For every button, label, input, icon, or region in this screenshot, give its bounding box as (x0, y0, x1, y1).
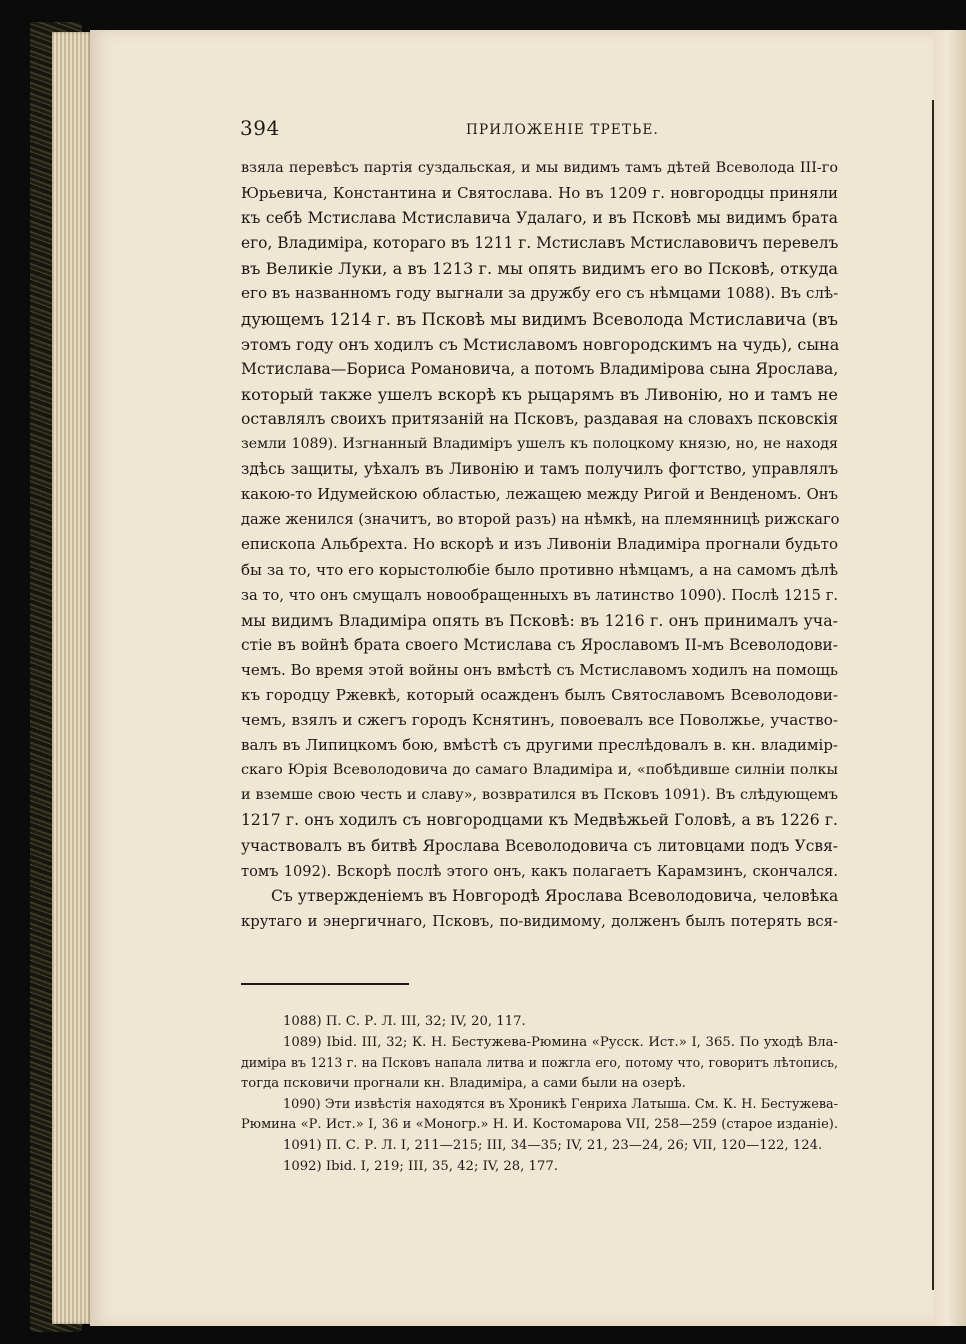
text-line: Юрьевича, Константина и Святослава. Но въ 1209 г. новгородцы приняли (241, 184, 838, 203)
text-line: бы за то, что его корыстолюбіе было противно нѣмцамъ, а на самомъ дѣлѣ (241, 560, 838, 579)
page-stack-edges (52, 32, 92, 1324)
text-line: крутаго и энергичнаго, Псковъ, по-видимому, долженъ былъ потерять вся- (241, 912, 838, 930)
text-line: 1217 г. онъ ходилъ съ новгородцами къ Медвѣжьей Головѣ, а въ 1226 г. (241, 811, 838, 830)
text-line: мы видимъ Владиміра опять въ Псковѣ: въ 1216 г. онъ принималъ уча- (241, 610, 838, 630)
text-line: епископа Альбрехта. Но вскорѣ и изъ Ливоніи Владиміра прогнали будьто (241, 535, 838, 554)
footnote-line: 1091) П. С. Р. Л. I, 211—215; III, 34—35; IV, 21, 23—24, 26; VII, 120—122, 124. (283, 1138, 823, 1154)
text-line: взяла перевѣсъ партія суздальская, и мы видимъ тамъ дѣтей Всеволода III-го (241, 160, 838, 176)
text-line: къ городцу Ржевкѣ, который осажденъ былъ Святославомъ Всеволодови- (241, 685, 838, 704)
text-line: стіе въ войнѣ брата своего Мстислава съ Ярославомъ II-мъ Всеволодови- (241, 635, 838, 654)
text-line: дующемъ 1214 г. въ Псковѣ мы видимъ Всеволода Мстиславича (въ (241, 309, 838, 329)
facing-page-edge (934, 30, 966, 1326)
text-line: валъ въ Липицкомъ бою, вмѣстѣ съ другими преслѣдовалъ в. кн. владимір- (241, 736, 838, 755)
footnote-line: Рюмина «Р. Ист.» I, 36 и «Моногр.» Н. И. Костомарова VII, 258—259 (старое изданіе). (241, 1117, 838, 1133)
text-line: чемъ, взялъ и сжегъ городъ Кснятинъ, повоевалъ все Поволжье, участво- (241, 711, 838, 730)
text-line: участвовалъ въ битвѣ Ярослава Всеволодовича съ литовцами подъ Усвя- (241, 836, 838, 855)
footnote-line: 1092) Ibid. I, 219; III, 35, 42; IV, 28, 177. (283, 1158, 558, 1174)
text-line: его въ названномъ году выгнали за дружбу его съ нѣмцами 1088). Въ слѣ- (241, 284, 839, 303)
text-line: Мстислава—Бориса Романовича, а потомъ Владимірова сына Ярослава, (241, 359, 839, 378)
text-line: къ себѣ Мстислава Мстиславича Удалаго, и въ Псковѣ мы видимъ брата (241, 209, 838, 228)
running-head (240, 116, 840, 144)
page-number: 394 (240, 116, 280, 140)
text-line: чемъ. Во время этой войны онъ вмѣстѣ съ Мстиславомъ ходилъ на помощь (241, 660, 838, 679)
text-line: даже женился (значитъ, во второй разъ) на нѣмкѣ, на племянницѣ рижскаго (241, 511, 840, 529)
text-line: этомъ году онъ ходилъ съ Мстиславомъ новгородскимъ на чудь), сына (241, 334, 840, 354)
footnote-line: 1088) П. С. Р. Л. III, 32; IV, 20, 117. (283, 1014, 526, 1029)
footnote-line: 1089) Ibid. III, 32; К. Н. Бестужева-Рюмина «Русск. Ист.» I, 365. По уходѣ Вла- (283, 1034, 838, 1050)
text-line: какою-то Идумейскою областью, лежащею между Ригой и Венденомъ. Онъ (241, 486, 838, 504)
footnote-rule (241, 983, 409, 985)
body-text (241, 156, 838, 934)
footnote-line: диміра въ 1213 г. на Псковъ напала литва и пожгла его, потому что, говоритъ лѣтопись, (241, 1055, 838, 1071)
text-line: оставлялъ своихъ притязаній на Псковъ, раздавая на словахъ псковскія (241, 409, 839, 428)
running-title: ПРИЛОЖЕНІЕ ТРЕТЬЕ. (466, 122, 660, 138)
text-line: за то, что онъ смущалъ новообращенныхъ въ латинство 1090). Послѣ 1215 г. (241, 586, 838, 604)
text-line: въ Великіе Луки, а въ 1213 г. мы опять видимъ его во Псковѣ, откуда (241, 259, 838, 279)
footnotes (241, 1012, 838, 1178)
gutter-line (932, 100, 934, 1290)
text-line: и вземше свою честь и славу», возвратился въ Псковъ 1091). Въ слѣдующемъ (241, 787, 838, 804)
text-line: его, Владиміра, котораго въ 1211 г. Мстиславъ Мстиславовичъ перевелъ (241, 234, 839, 253)
text-line: скаго Юрія Всеволодовича до самаго Владиміра и, «побѣдивше силніи полкы (241, 762, 838, 779)
text-line: земли 1089). Изгнанный Владиміръ ушелъ къ полоцкому князю, но, не находя (241, 436, 838, 453)
footnote-line: тогда псковичи прогнали кн. Владиміра, а сами были на озерѣ. (241, 1076, 686, 1092)
footnote-line: 1090) Эти извѣстія находятся въ Хроникѣ Генриха Латыша. См. К. Н. Бестужева- (283, 1096, 838, 1112)
text-line: который также ушелъ вскорѣ къ рыцарямъ въ Ливонію, но и тамъ не (241, 384, 838, 404)
text-line: здѣсь защиты, уѣхалъ въ Ливонію и тамъ получилъ фогтство, управлялъ (241, 460, 838, 479)
text-line: томъ 1092). Вскорѣ послѣ этого онъ, какъ полагаетъ Карамзинъ, скончался. (241, 862, 838, 880)
text-line: Съ утвержденіемъ въ Новгородѣ Ярослава Всеволодовича, человѣка (271, 886, 839, 905)
